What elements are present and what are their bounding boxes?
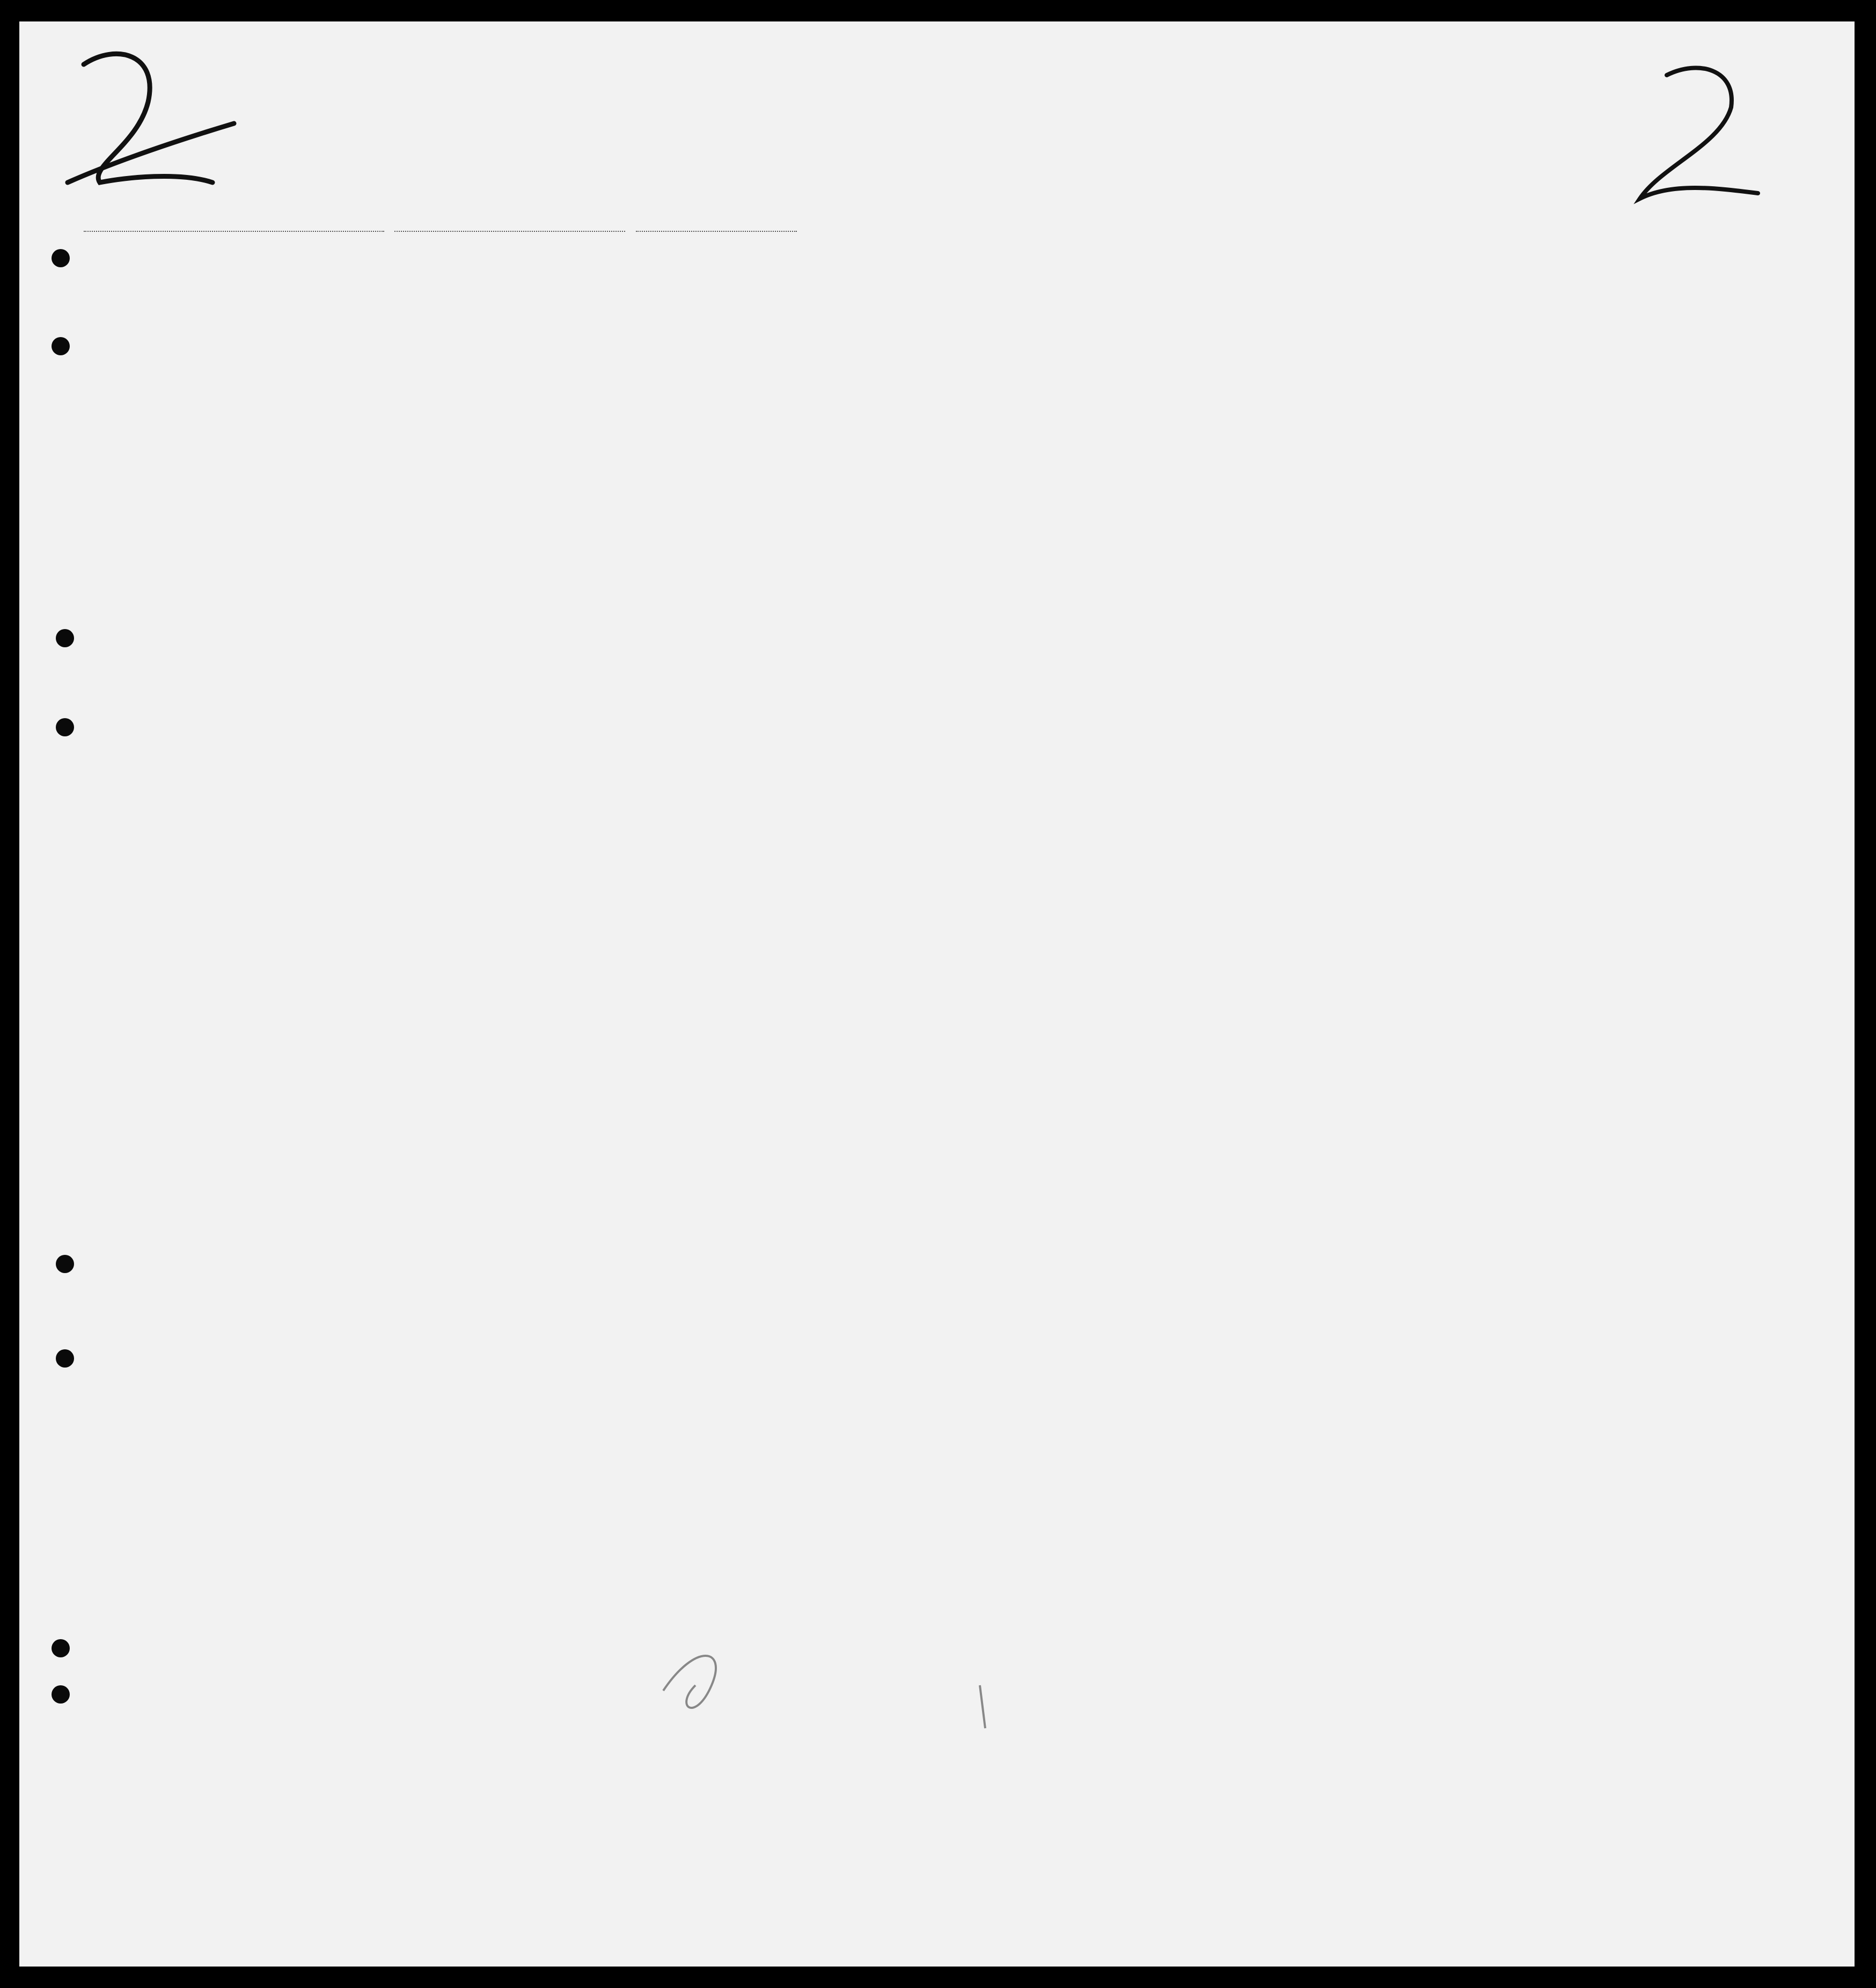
binder-hole [52, 1685, 70, 1704]
binder-hole [56, 629, 74, 647]
table-grid [19, 21, 1855, 1967]
binder-hole [56, 1349, 74, 1368]
binder-hole [56, 718, 74, 736]
manifest-sheet [19, 21, 1855, 1967]
binder-hole [52, 1639, 70, 1657]
binder-hole [52, 249, 70, 267]
binder-hole [52, 337, 70, 355]
binder-hole [56, 1255, 74, 1273]
